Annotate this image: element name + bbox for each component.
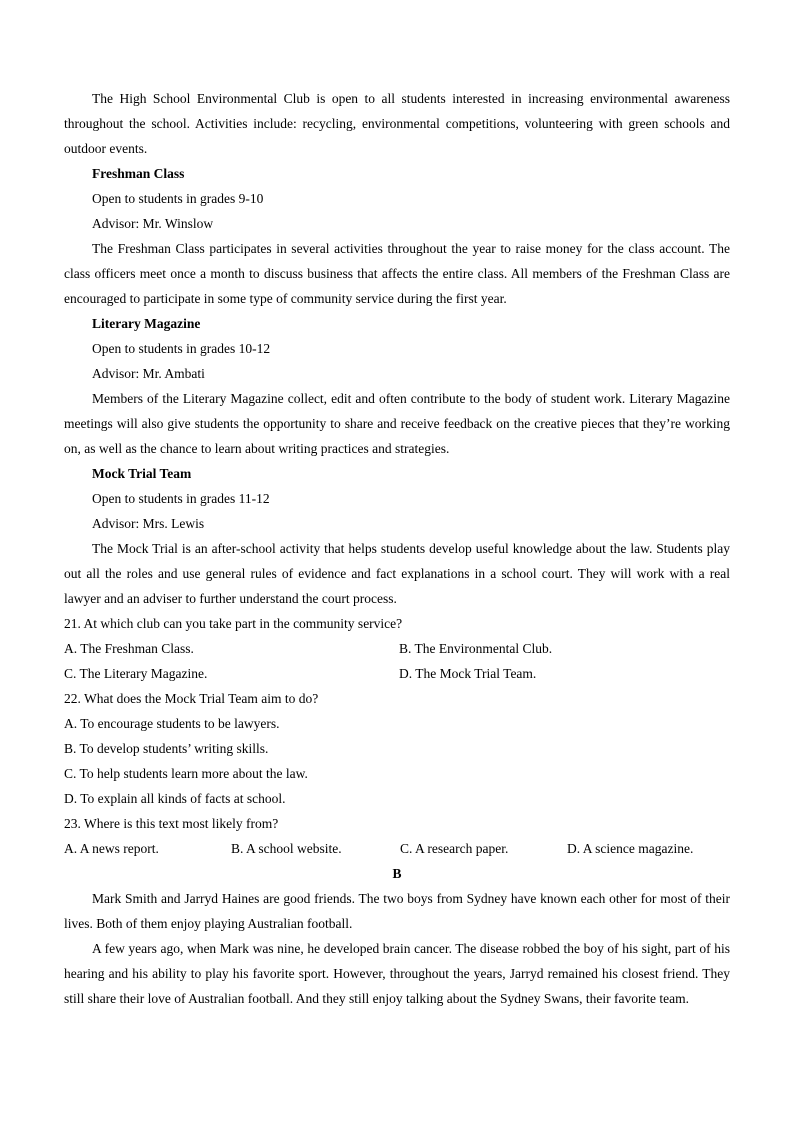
option-21-d: D. The Mock Trial Team. — [399, 666, 537, 681]
question-21: 21. At which club can you take part in the community service? — [64, 616, 403, 631]
club-advisor-mock-trial: Advisor: Mrs. Lewis — [92, 516, 205, 531]
club-grades-mock-trial: Open to students in grades 11-12 — [92, 491, 270, 506]
option-21-c: C. The Literary Magazine. — [64, 666, 208, 681]
option-22-a: A. To encourage students to be lawyers. — [64, 716, 280, 731]
question-22: 22. What does the Mock Trial Team aim to do? — [64, 691, 319, 706]
text-body — [64, 86, 730, 1011]
club-description-mock-trial: The Mock Trial is an after-school activity that helps students develop useful knowledge about the law. Students play out all the roles and use general rules of evidence and fact explanations in a school court. They will work with a real lawyer and an adviser to further understand the court process. — [64, 541, 730, 606]
club-grades-literary: Open to students in grades 10-12 — [92, 341, 271, 356]
club-heading-mock-trial: Mock Trial Team — [92, 466, 192, 481]
club-heading-literary: Literary Magazine — [92, 316, 201, 331]
option-22-c: C. To help students learn more about the law. — [64, 766, 308, 781]
question-23: 23. Where is this text most likely from? — [64, 816, 279, 831]
option-21-a: A. The Freshman Class. — [64, 641, 194, 656]
club-grades-freshman: Open to students in grades 9-10 — [92, 191, 264, 206]
option-22-d: D. To explain all kinds of facts at school. — [64, 791, 286, 806]
club-heading-freshman: Freshman Class — [92, 166, 185, 181]
option-23-a: A. A news report. — [64, 841, 159, 856]
section-b-paragraph-2: A few years ago, when Mark was nine, he developed brain cancer. The disease robbed the boy of his sight, part of his hearing and his ability to play his favorite sport. However, throughout the years, Jarryd remained his closest friend. They still share their love of Australian football. And they still enjoy talking about the Sydney Swans, their favorite team. — [64, 941, 730, 1006]
option-23-d: D. A science magazine. — [567, 841, 694, 856]
club-advisor-literary: Advisor: Mr. Ambati — [92, 366, 205, 381]
option-21-b: B. The Environmental Club. — [399, 641, 553, 656]
section-b-label: B — [392, 866, 402, 881]
club-description-freshman: The Freshman Class participates in several activities throughout the year to raise money for the class account. The class officers meet once a month to discuss business that affects the entire class. All members of the Freshman Class are encouraged to participate in some type of community service during the first year. — [64, 241, 730, 306]
option-23-c: C. A research paper. — [400, 841, 509, 856]
question-21-options-row1 — [64, 636, 730, 661]
option-22-b: B. To develop students’ writing skills. — [64, 741, 269, 756]
club-advisor-freshman: Advisor: Mr. Winslow — [92, 216, 214, 231]
club-description-literary: Members of the Literary Magazine collect, edit and often contribute to the body of student work. Literary Magazine meetings will also give students the opportunity to share and receive feedback on the creative pieces that they’re working on, as well as the chance to learn about writing practices and strategies. — [64, 391, 730, 456]
section-b-paragraph-1: Mark Smith and Jarryd Haines are good friends. The two boys from Sydney have known each other for most of their lives. Both of them enjoy playing Australian football. — [64, 891, 730, 931]
question-23-options-row — [64, 836, 730, 861]
option-23-b: B. A school website. — [231, 841, 342, 856]
question-21-options-row2 — [64, 661, 730, 686]
environmental-club-paragraph: The High School Environmental Club is open to all students interested in increasing environmental awareness throughout the school. Activities include: recycling, environmental competitions, volunteering with green schools and outdoor events. — [64, 91, 730, 156]
